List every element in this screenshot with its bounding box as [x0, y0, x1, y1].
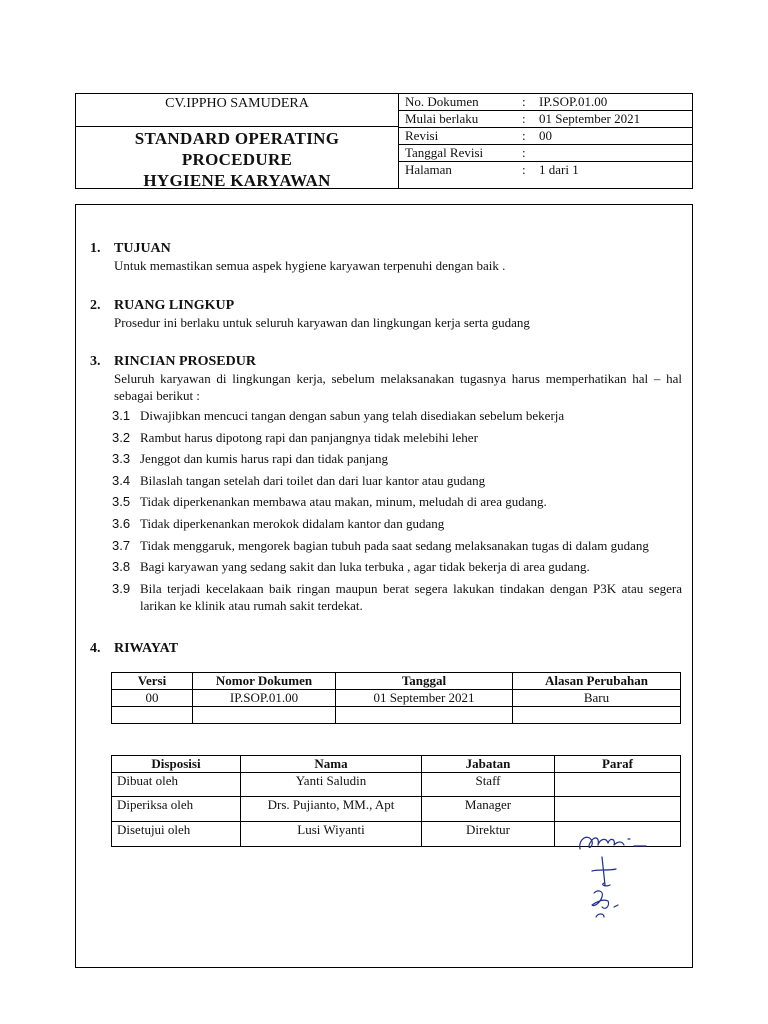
meta-label: Mulai berlaku: [405, 111, 479, 126]
column-header: Nama: [241, 756, 422, 773]
item-text: Jenggot dan kumis harus rapi dan tidak panjang: [140, 451, 389, 467]
table-cell: 01 September 2021: [336, 690, 513, 707]
table-cell: Diperiksa oleh: [112, 797, 241, 822]
meta-colon: :: [522, 162, 526, 177]
item-text: Diwajibkan mencuci tangan dengan sabun yang telah disediakan sebelum bekerja: [140, 408, 565, 423]
title-line: HYGIENE KARYAWAN: [143, 171, 331, 190]
meta-colon: :: [522, 145, 526, 160]
meta-value: 01 September 2021: [539, 111, 641, 126]
history-table: [111, 672, 681, 724]
item-number: 3.5: [112, 494, 131, 510]
item-text: Tidak diperkenankan merokok didalam kantor dan gudang: [140, 515, 445, 531]
section-heading: [90, 353, 682, 370]
procedure-item: [112, 472, 682, 489]
document-header: [75, 93, 693, 189]
signature-stroke: [628, 839, 646, 846]
section-title: RINCIAN PROSEDUR: [114, 354, 256, 369]
section-heading: [90, 240, 682, 257]
procedure-item: [112, 515, 682, 532]
signature-stroke: [592, 891, 618, 908]
procedure-item: [112, 407, 682, 424]
item-text: Tidak menggaruk, mengorek bagian tubuh pada saat sedang melaksanakan tugas di dalam gudang: [140, 537, 649, 553]
table-cell: [555, 797, 681, 822]
item-text: Bila terjadi kecelakaan baik ringan maupun berat segera lakukan tindakan dengan P3K atau segera larikan ke klinik atau rumah sakit terdekat.: [140, 580, 682, 613]
item-text: Bilaslah tangan setelah dari toilet dan dari luar kantor atau gudang: [140, 472, 486, 488]
item-number: 3.3: [112, 451, 131, 467]
item-number: 3.8: [112, 559, 131, 575]
signature-stroke: [602, 857, 605, 885]
signature-stroke: [596, 914, 604, 917]
section-ruang-lingkup: [90, 297, 682, 331]
meta-row-revision-date: [399, 145, 693, 162]
item-number: 3.2: [112, 429, 131, 445]
column-header: Nomor Dokumen: [193, 673, 336, 690]
meta-value: IP.SOP.01.00: [539, 94, 608, 109]
company-name: CV.IPPHO SAMUDERA: [76, 94, 398, 127]
document-meta: [399, 94, 693, 188]
meta-row-effective-date: [399, 111, 693, 128]
section-number: 2.: [90, 298, 101, 313]
table-cell: 00: [112, 690, 193, 707]
section-tujuan: [90, 240, 682, 274]
table-row: [112, 690, 681, 707]
meta-label: Halaman: [405, 162, 452, 177]
section-riwayat: [90, 640, 682, 657]
section-number: 4.: [90, 641, 101, 656]
meta-label: Revisi: [405, 128, 439, 143]
procedure-item: [112, 493, 682, 510]
table-cell: Dibuat oleh: [112, 773, 241, 797]
table-row: [112, 773, 681, 797]
section-number: 3.: [90, 354, 101, 369]
table-cell: [193, 707, 336, 724]
title-line: PROCEDURE: [181, 150, 293, 169]
section-title: RIWAYAT: [114, 641, 179, 656]
section-title: RUANG LINGKUP: [114, 298, 235, 313]
section-text: Untuk memastikan semua aspek hygiene karyawan terpenuhi dengan baik .: [114, 258, 506, 273]
table-cell: [513, 707, 681, 724]
section-heading: [90, 640, 682, 657]
item-number: 3.4: [112, 472, 131, 488]
title-line: STANDARD OPERATING: [134, 129, 340, 148]
column-header: Jabatan: [422, 756, 555, 773]
table-row: [112, 797, 681, 822]
meta-colon: :: [522, 94, 526, 109]
table-cell: [555, 773, 681, 797]
section-rincian-prosedur: [90, 353, 682, 618]
procedure-item: [112, 537, 682, 554]
meta-label: No. Dokumen: [405, 94, 479, 109]
document-body: [75, 204, 693, 968]
meta-row-page: [399, 162, 693, 188]
table-cell: Yanti Saludin: [241, 773, 422, 797]
procedure-item: [112, 429, 682, 446]
table-cell: Lusi Wiyanti: [241, 822, 422, 847]
item-text: Tidak diperkenankan membawa atau makan, minum, meludah di area gudang.: [140, 494, 547, 510]
item-number: 3.6: [112, 515, 131, 531]
table-cell: Manager: [422, 797, 555, 822]
column-header: Versi: [112, 673, 193, 690]
table-row: [112, 707, 681, 724]
item-number: 3.1: [112, 408, 131, 423]
section-intro: Seluruh karyawan di lingkungan kerja, sebelum melaksanakan tugasnya harus memperhatikan hal – hal sebagai berikut :: [114, 371, 682, 403]
table-cell: IP.SOP.01.00: [193, 690, 336, 707]
section-title: TUJUAN: [114, 241, 171, 256]
procedure-item: [112, 580, 682, 614]
table-cell: Staff: [422, 773, 555, 797]
table-header-row: [112, 673, 681, 690]
header-left: [76, 94, 399, 188]
meta-colon: :: [522, 128, 526, 143]
column-header: Tanggal: [336, 673, 513, 690]
signature-stroke: [580, 837, 624, 849]
procedure-list: [90, 407, 682, 614]
item-text: Rambut harus dipotong rapi dan panjangnya tidak melebihi leher: [140, 429, 478, 445]
table-cell: Drs. Pujianto, MM., Apt: [241, 797, 422, 822]
meta-value: 00: [539, 128, 552, 143]
signature-marks: [574, 827, 658, 927]
signature-stroke: [603, 883, 610, 886]
item-text: Bagi karyawan yang sedang sakit dan luka terbuka , agar tidak bekerja di area gudang.: [140, 559, 590, 575]
item-number: 3.7: [112, 537, 131, 553]
table-cell: Direktur: [422, 822, 555, 847]
table-cell: Disetujui oleh: [112, 822, 241, 847]
section-heading: [90, 297, 682, 314]
meta-value: 1 dari 1: [539, 162, 579, 177]
meta-row-revision: [399, 128, 693, 145]
procedure-item: [112, 450, 682, 467]
meta-colon: :: [522, 111, 526, 126]
section-number: 1.: [90, 241, 101, 256]
document-title: [76, 127, 398, 191]
table-cell: [336, 707, 513, 724]
meta-label: Tanggal Revisi: [405, 145, 484, 160]
table-header-row: [112, 756, 681, 773]
column-header: Paraf: [555, 756, 681, 773]
column-header: Disposisi: [112, 756, 241, 773]
section-text: Prosedur ini berlaku untuk seluruh karyawan dan lingkungan kerja serta gudang: [114, 315, 530, 330]
table-cell: Baru: [513, 690, 681, 707]
meta-row-doc-number: [399, 94, 693, 111]
column-header: Alasan Perubahan: [513, 673, 681, 690]
item-number: 3.9: [112, 580, 131, 596]
procedure-item: [112, 558, 682, 575]
table-cell: [112, 707, 193, 724]
